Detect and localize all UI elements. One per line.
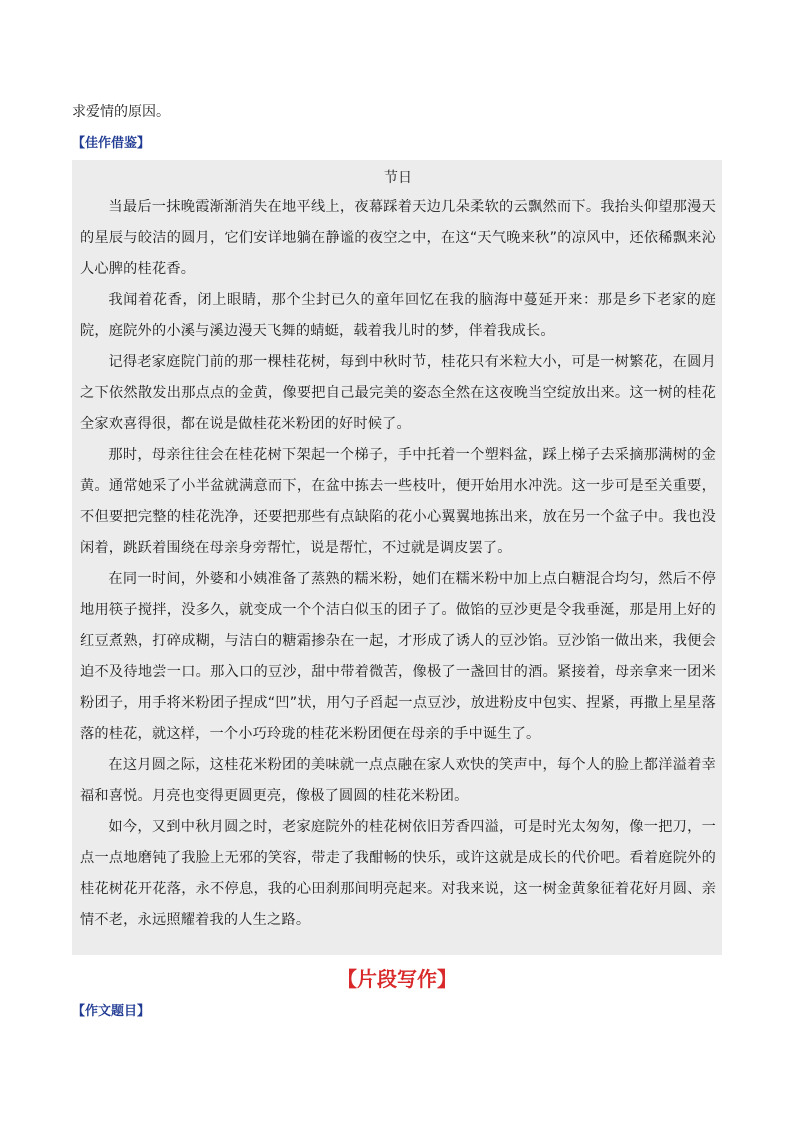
preceding-text-line: 求爱情的原因。	[72, 104, 170, 120]
prompt-label: 【作文题目】	[72, 1004, 151, 1019]
fragment-writing-heading: 【片段写作】	[337, 967, 457, 991]
essay-paragraph: 我闻着花香，闭上眼睛，那个尘封已久的童年回忆在我的脑海中蔓延开来：那是乡下老家的庭院，庭院外的小溪与溪边漫天飞舞的蜻蜓，载着我儿时的梦，伴着我成长。	[80, 292, 716, 339]
essay-paragraph: 在同一时间，外婆和小姨准备了蒸熟的糯米粉，她们在糯米粉中加上点白糖混合均匀，然后不停地用筷子搅拌，没多久，就变成一个个洁白似玉的团子了。做馅的豆沙更是令我垂涎，那是用上好的红豆煮熟，打碎成糊，与洁白的糖霜掺杂在一起，才形成了诱人的豆沙馅。豆沙馅一做出来，我便会迫不及待地尝一口。那入口的豆沙，甜中带着微苦，像极了一盏回甘的酒。紧接着，母亲拿来一团米粉团子，用手将米粉团子捏成“凹”状，用勺子舀起一点豆沙，放进粉皮中包实、捏紧，再撒上星星落落的桂花，就这样，一个小巧玲珑的桂花米粉团便在母亲的手中诞生了。	[80, 571, 716, 742]
essay-paragraph: 当最后一抹晚霞渐渐消失在地平线上，夜幕踩着天边几朵柔软的云飘然而下。我抬头仰望那漫天的星辰与皎洁的圆月，它们安详地躺在静谧的夜空之中，在这“天气晚来秋”的凉风中，还依稀飘来沁人心脾的桂花香。	[80, 199, 716, 277]
essay-paragraph: 如今，又到中秋月圆之时，老家庭院外的桂花树依旧芳香四溢，可是时光太匆匆，像一把刀，一点一点地磨钝了我脸上无邪的笑容，带走了我酣畅的快乐，或许这就是成长的代价吧。看着庭院外的桂花树花开花落，永不停息，我的心田刹那间明亮起来。对我来说，这一树金黄象征着花好月圆、亲情不老，永远照耀着我的人生之路。	[80, 819, 716, 928]
essay-paragraph: 在这月圆之际，这桂花米粉团的美味就一点点融在家人欢快的笑声中，每个人的脸上都洋溢着幸福和喜悦。月亮也变得更圆更亮，像极了圆圆的桂花米粉团。	[80, 757, 716, 804]
showcase-label: 【佳作借鉴】	[72, 136, 151, 151]
essay-paragraph: 记得老家庭院门前的那一棵桂花树，每到中秋时节，桂花只有米粒大小，可是一树繁花，在圆月之下依然散发出那点点的金黄，像要把自己最完美的姿态全然在这夜晚当空绽放出来。这一树的桂花全家欢喜得很，都在说是做桂花米粉团的好时候了。	[80, 354, 716, 432]
essay-title: 节日	[384, 170, 412, 186]
essay-paragraph: 那时，母亲往往会在桂花树下架起一个梯子，手中托着一个塑料盆，踩上梯子去采摘那满树的金黄。通常她采了小半盆就满意而下，在盆中拣去一些枝叶，便开始用水冲洗。这一步可是至关重要，不但要把完整的桂花洗净，还要把那些有点缺陷的花小心翼翼地拣出来，放在另一个盆子中。我也没闲着，跳跃着围绕在母亲身旁帮忙，说是帮忙，不过就是调皮罢了。	[80, 447, 716, 556]
essay-box	[72, 160, 722, 955]
